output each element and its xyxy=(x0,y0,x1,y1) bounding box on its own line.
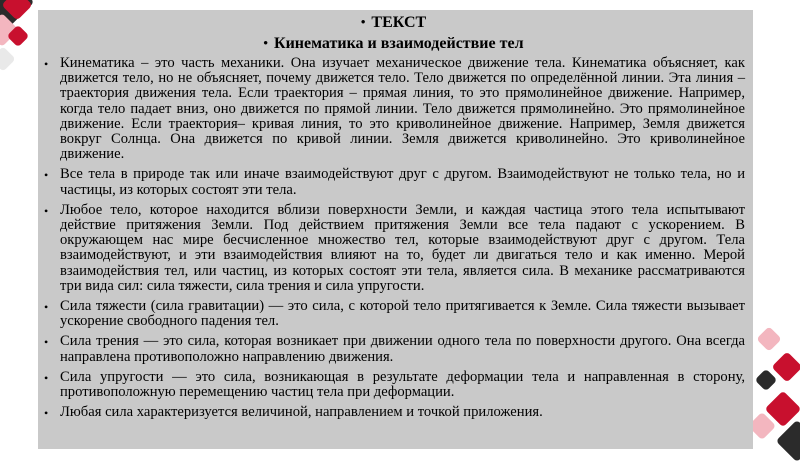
list-item xyxy=(42,56,745,162)
list-item xyxy=(42,370,745,400)
bullet: • xyxy=(44,300,49,315)
bullet: • xyxy=(44,335,49,350)
list-item xyxy=(42,299,745,329)
bullet: • xyxy=(44,57,49,71)
list-item xyxy=(42,203,745,294)
paragraph-text: Сила тяжести (сила гравитации) — это сила, с которой тело притягивается к Земле. Сила тяжести вызывает ускорение свободного падения тел. xyxy=(60,298,745,330)
heading-bullet: • xyxy=(360,14,366,29)
bullet: • xyxy=(44,168,49,183)
subheading-bullet: • xyxy=(263,35,268,50)
subheading-text: Кинематика и взаимодействие тел xyxy=(273,35,524,52)
decor-square xyxy=(755,369,778,392)
text-panel xyxy=(38,10,753,449)
paragraph-text: Все тела в природе так или иначе взаимодействуют друг с другом. Взаимодействуют не только тела, но и частицы, из которых состоят эти тела. xyxy=(60,166,745,198)
bullet: • xyxy=(44,406,49,421)
list-item xyxy=(42,334,745,364)
list-item xyxy=(42,167,745,197)
paragraph-text: Сила упругости — это сила, возникающая в результате деформации тела и направленная в сторону, противоположную перемещению частиц тела при деформации. xyxy=(60,368,745,401)
paragraph-text: Кинематика – это часть механики. Она изучает механическое движение тела. Кинематика объясняет, как движется тело, но не объясняет, почему движется тело. Тело движется по определённой линии. Эта линия – траектория движения тела. Если траектория – прямая линия, то это прямолинейное движение. Например, когда тело падает вниз, оно движется по прямой линии. Тело движется прямолинейно. Это прямолинейное движение. Если траектория– кривая линия, то это криволинейное движение. Например, Земля движется вокруг Солнца. Она движется по кривой линии. Земля движется криволинейно. Это криволинейное движение. xyxy=(60,55,745,163)
list-item xyxy=(42,405,745,420)
slide-subheading xyxy=(42,33,745,54)
decor-square xyxy=(776,420,800,462)
slide-heading xyxy=(42,12,745,33)
paragraph-text: Сила трения — это сила, которая возникает при движении одного тела по поверхности другого. Она всегда направлена противоположно направлению движения. xyxy=(60,333,745,365)
paragraph-list xyxy=(42,56,745,420)
paragraph-text: Любое тело, которое находится вблизи поверхности Земли, и каждая частица этого тела испытывают действие притяжения Земли. Под действием притяжения Земли все тела падают с ускорением. В окружающем нас мире бесчисленное множество тел, которые взаимодействуют друг с другом. Тела взаимодействуют, и эти взаимодействия влияют на то, будет ли двигаться тело и как именно. Мерой взаимодействия тел, или частиц, из которых состоят эти тела, является сила. В механике рассматриваются три вида сил: сила тяжести, сила трения и сила упругости. xyxy=(60,201,745,294)
bullet: • xyxy=(44,370,49,385)
paragraph-text: Любая сила характеризуется величиной, направлением и точкой приложения. xyxy=(60,404,543,421)
heading-text: ТЕКСТ xyxy=(371,14,427,31)
decor-square xyxy=(756,326,781,351)
bullet: • xyxy=(44,203,49,218)
decor-square xyxy=(0,46,16,71)
